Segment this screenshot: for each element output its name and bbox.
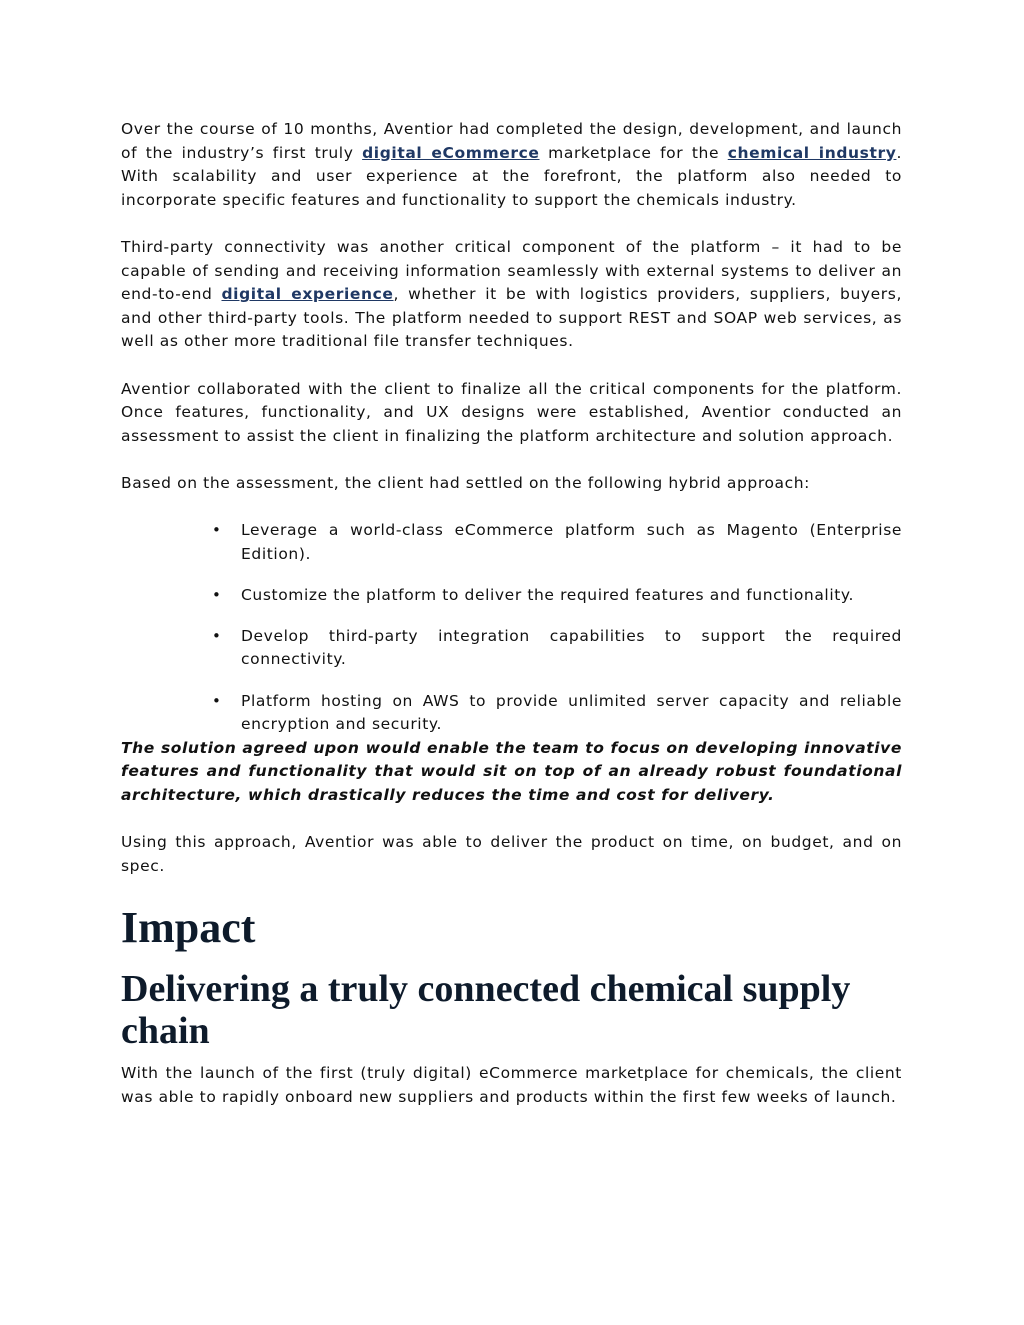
list-item-text: Leverage a world-class eCommerce platform such as Magento (Enterprise Edition). bbox=[241, 521, 902, 563]
list-item bbox=[121, 519, 902, 566]
link-chemical-industry[interactable]: chemical industry bbox=[727, 143, 897, 162]
document-page bbox=[121, 118, 902, 1110]
paragraph-text: Over the course of 10 months, Aventior had completed the design, development, and launch of the industry’s first truly bbox=[121, 120, 902, 162]
approach-list bbox=[121, 519, 902, 737]
bullet-icon: • bbox=[212, 691, 222, 710]
list-item-text: Develop third-party integration capabilities to support the required connectivity. bbox=[241, 626, 902, 669]
paragraph-launch: With the launch of the first (truly digital) eCommerce marketplace for chemicals, the client was able to rapidly onboard new suppliers and products within the first few weeks of launch. bbox=[121, 1064, 902, 1106]
list-item-text: Customize the platform to deliver the required features and functionality. bbox=[241, 585, 855, 604]
paragraph-assessment: Based on the assessment, the client had settled on the following hybrid approach: bbox=[121, 473, 811, 492]
paragraph-delivery: Using this approach, Aventior was able to deliver the product on time, on budget, and on spec. bbox=[121, 833, 902, 875]
link-digital-ecommerce[interactable]: digital eCommerce bbox=[362, 143, 540, 162]
heading-subsection: Delivering a truly connected chemical supply chain bbox=[121, 968, 851, 1053]
emphasis-paragraph: The solution agreed upon would enable the team to focus on developing innovative features and functionality that would sit on top of an already robust foundational architecture, which drastically reduces the time and cost for delivery. bbox=[121, 738, 902, 804]
bullet-icon: • bbox=[212, 626, 222, 645]
list-item bbox=[121, 625, 902, 672]
link-digital-experience[interactable]: digital experience bbox=[221, 285, 394, 304]
list-item bbox=[121, 584, 902, 608]
list-item-text: Platform hosting on AWS to provide unlimited server capacity and reliable encryption and security. bbox=[241, 691, 902, 734]
list-item bbox=[121, 690, 902, 737]
paragraph-connectivity bbox=[121, 236, 902, 354]
paragraph-collaboration: Aventior collaborated with the client to finalize all the critical components for the platform. Once features, functionality, and UX designs were established, Aventior conducted an assessment to assist the client in finalizing the platform architecture and solution approach. bbox=[121, 379, 902, 445]
heading-impact: Impact bbox=[121, 903, 256, 953]
paragraph-text: , whether it be with logistics providers, suppliers, buyers, and other third-party tools. The platform needed to support REST and SOAP web services, as well as other more traditional file transfer techniques. bbox=[121, 285, 902, 351]
paragraph-intro bbox=[121, 118, 902, 212]
paragraph-text: . With scalability and user experience at the forefront, the platform also needed to incorporate specific features and functionality to support the chemicals industry. bbox=[121, 143, 902, 209]
bullet-icon: • bbox=[212, 521, 222, 540]
paragraph-text: marketplace for the bbox=[539, 143, 728, 162]
bullet-icon: • bbox=[212, 585, 222, 604]
paragraph-text: Third-party connectivity was another critical component of the platform – it had to be capable of sending and receiving information seamlessly with external systems to deliver an end-to-end bbox=[121, 237, 902, 304]
